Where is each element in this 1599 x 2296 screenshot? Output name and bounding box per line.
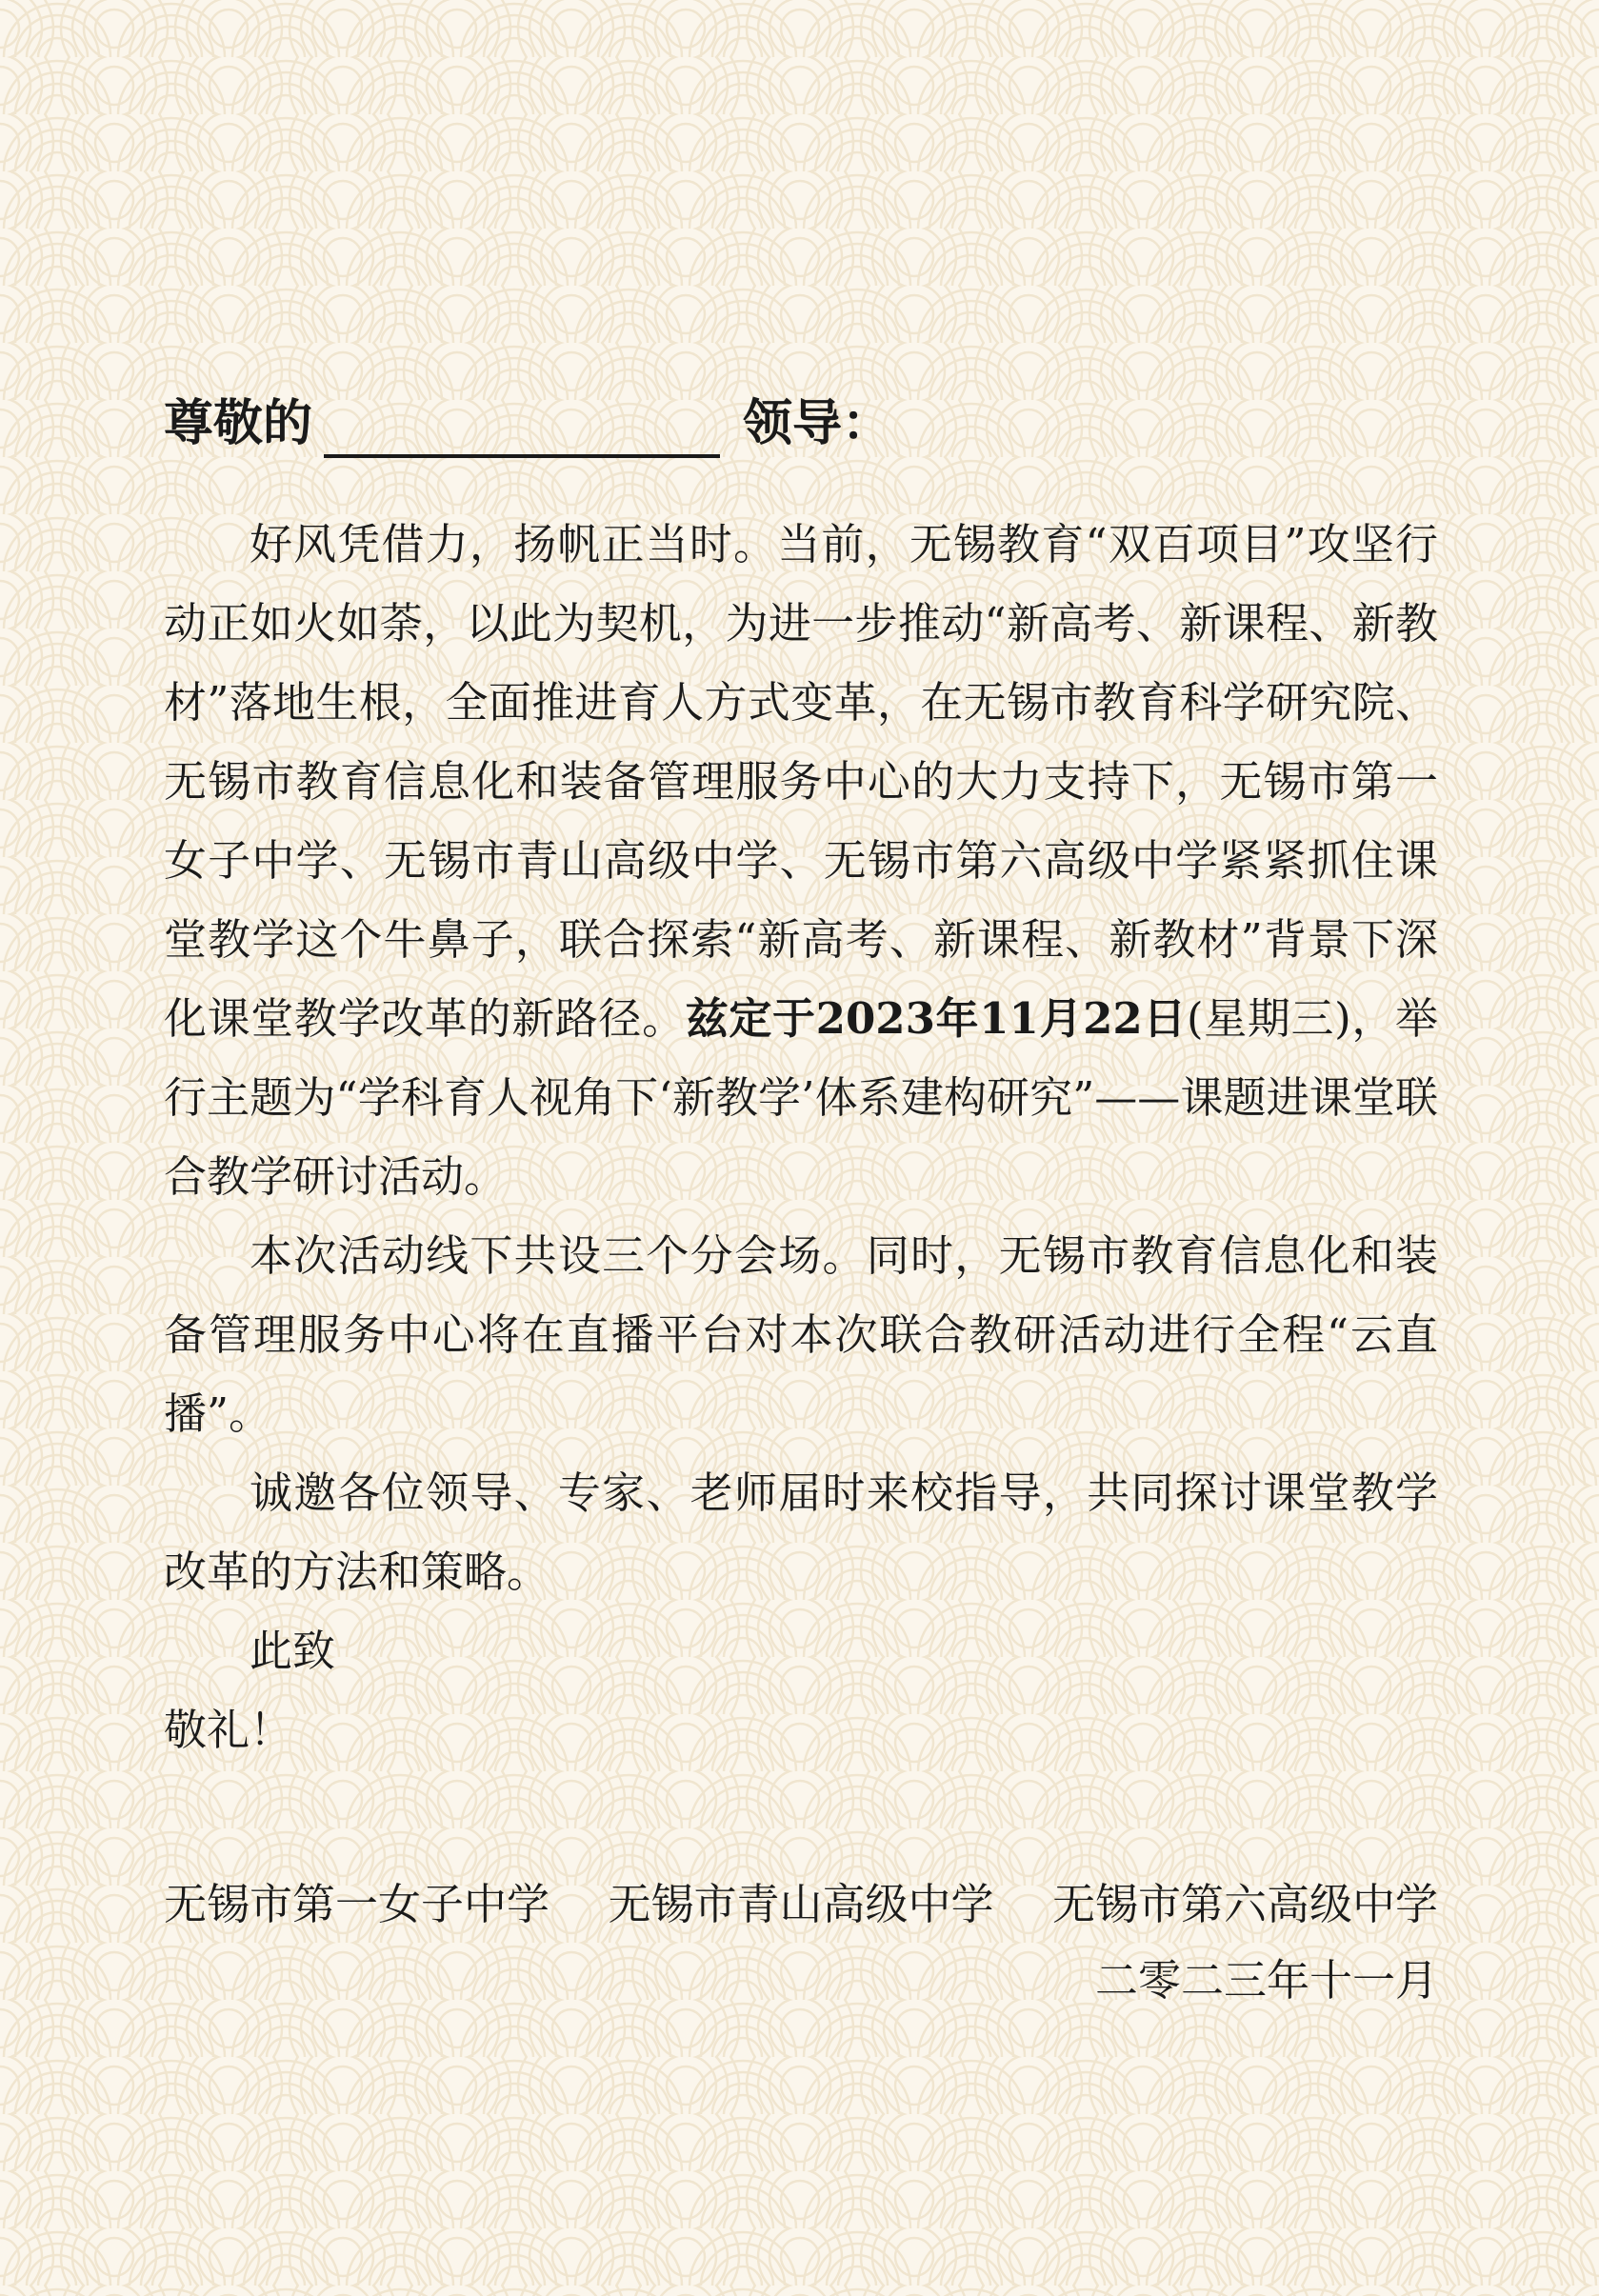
paragraph-intro-part2: (星期三)，举行主题为“学科育人视角下‘新教学’体系建构研究”——课题进课堂联合教学研讨活动。 <box>164 993 1438 1202</box>
recipient-blank-line <box>324 397 720 458</box>
paragraph-intro <box>164 505 1438 1216</box>
signers-row <box>164 1871 1438 1938</box>
signer-school: 无锡市第六高级中学 <box>1051 1879 1438 1929</box>
signer-school: 无锡市第一女子中学 <box>164 1879 550 1929</box>
salutation-suffix: 领导： <box>743 394 892 452</box>
paragraph-venue: 本次活动线下共设三个分会场。同时，无锡市教育信息化和装备管理服务中心将在直播平台对本次联合教研活动进行全程“云直播”。 <box>164 1230 1438 1439</box>
letter-date: 二零二三年十一月 <box>1094 1955 1438 2006</box>
salutation-prefix: 尊敬的 <box>164 394 313 452</box>
closing-salute: 敬礼！ <box>164 1705 293 1755</box>
paragraph-invitation: 诚邀各位领导、专家、老师届时来校指导，共同探讨课堂教学改革的方法和策略。 <box>164 1467 1438 1597</box>
salutation <box>164 386 1440 462</box>
paragraph-intro-part1: 好风凭借力，扬帆正当时。当前，无锡教育“双百项目”攻坚行动正如火如荼，以此为契机，为进一步推动“新高考、新课程、新教材”落地生根，全面推进育人方式变革，在无锡市教育科学研究院、无锡市教育信息化和装备管理服务中心的大力支持下，无锡市第一女子中学、无锡市青山高级中学、无锡市第六高级中学紧紧抓住课堂教学这个牛鼻子，联合探索“新高考、新课程、新教材”背景下深化课堂教学改革的新路径。 <box>164 519 1438 1044</box>
signer-school: 无锡市青山高级中学 <box>608 1879 994 1929</box>
letter-body <box>164 505 1438 1769</box>
event-date: 兹定于2023年11月22日 <box>685 993 1187 1044</box>
closing-phrase: 此致 <box>250 1626 336 1676</box>
